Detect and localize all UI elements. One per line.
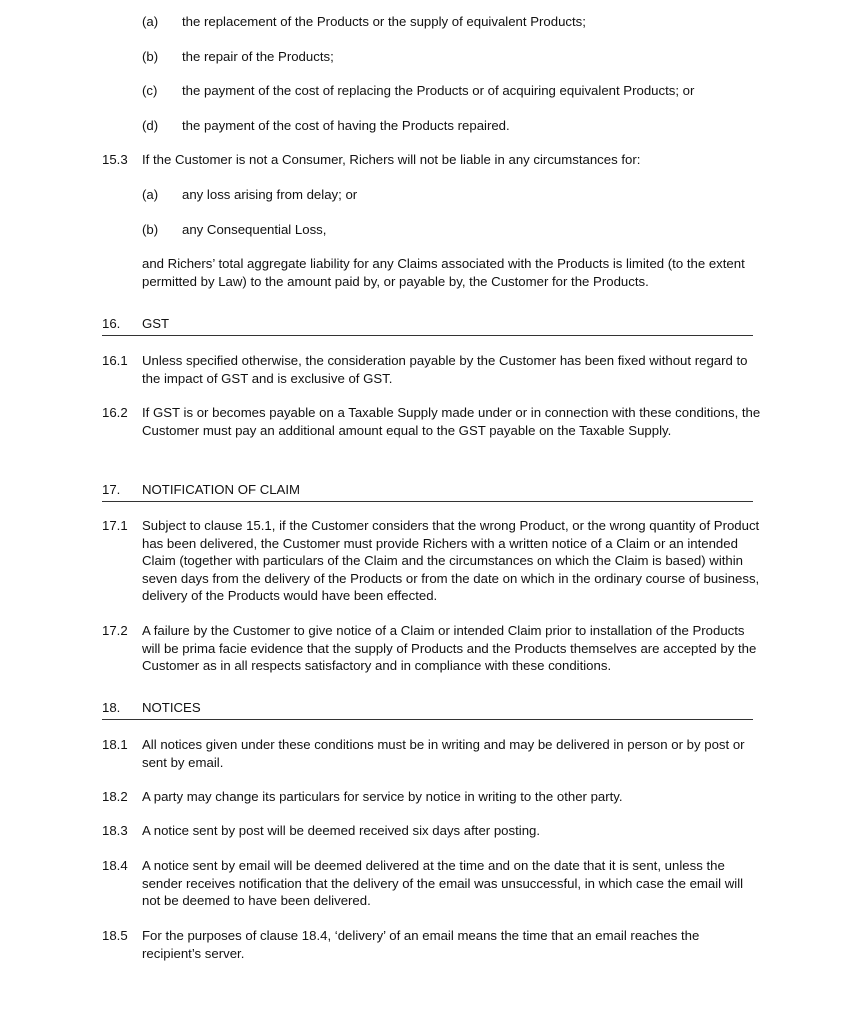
clause-text: A notice sent by post will be deemed received six days after posting. bbox=[142, 823, 541, 838]
item-text: any loss arising from delay; or bbox=[182, 187, 358, 202]
clause-15-3 bbox=[102, 151, 762, 169]
clause-number: 17.2 bbox=[102, 623, 128, 638]
section-number: 16. bbox=[102, 316, 121, 331]
item-label: (c) bbox=[142, 83, 158, 98]
clause-18-5 bbox=[102, 927, 762, 962]
clause-text: If the Customer is not a Consumer, Richers will not be liable in any circumstances for: bbox=[142, 152, 641, 167]
clause-16-2 bbox=[102, 404, 762, 439]
clause-18-2 bbox=[102, 788, 762, 806]
clause-number: 15.3 bbox=[102, 152, 128, 167]
list-item bbox=[142, 117, 762, 135]
clause-number: 18.3 bbox=[102, 823, 128, 838]
item-text: the payment of the cost of replacing the Products or of acquiring equivalent Products; or bbox=[182, 83, 695, 98]
clause-text: A party may change its particulars for service by notice in writing to the other party. bbox=[142, 789, 623, 804]
clause-16-1 bbox=[102, 352, 762, 387]
item-text: any Consequential Loss, bbox=[182, 222, 327, 237]
item-label: (b) bbox=[142, 222, 159, 237]
section-title: NOTICES bbox=[142, 700, 201, 715]
list-item bbox=[142, 186, 762, 204]
item-label: (b) bbox=[142, 49, 159, 64]
section-title: GST bbox=[142, 316, 170, 331]
item-label: (a) bbox=[142, 187, 159, 202]
clause-number: 16.2 bbox=[102, 405, 128, 420]
section-number: 17. bbox=[102, 482, 121, 497]
clause-number: 18.4 bbox=[102, 858, 128, 873]
item-text: the payment of the cost of having the Products repaired. bbox=[182, 118, 510, 133]
clause-text: A failure by the Customer to give notice of a Claim or intended Claim prior to installation of the Products will be prima facie evidence that the supply of Products and the Products themselves are accepted by the Customer as in all respects satisfactory and in compliance with these conditions. bbox=[142, 623, 757, 674]
item-label: (a) bbox=[142, 14, 159, 29]
clause-number: 18.5 bbox=[102, 928, 128, 943]
section-title: NOTIFICATION OF CLAIM bbox=[142, 482, 301, 497]
clause-18-4 bbox=[102, 857, 762, 910]
list-item bbox=[142, 82, 762, 100]
clause-number: 18.2 bbox=[102, 789, 128, 804]
clause-number: 18.1 bbox=[102, 737, 128, 752]
clause-text: If GST is or becomes payable on a Taxable Supply made under or in connection with these conditions, the Customer must pay an additional amount equal to the GST payable on the Taxable Supply. bbox=[142, 405, 761, 438]
item-label: (d) bbox=[142, 118, 159, 133]
section-heading bbox=[102, 699, 753, 720]
clause-text: Subject to clause 15.1, if the Customer considers that the wrong Product, or the wrong quantity of Product has been delivered, the Customer must provide Richers with a written notice of a Claim or an intended Claim (together with particulars of the Claim and the circumstances on which the Claim is based) within seven days from the delivery of the Products or from the date on which in the ordinary course of business, delivery of the Products would have been effected. bbox=[142, 518, 760, 604]
clause-number: 16.1 bbox=[102, 353, 128, 368]
clause-17-2 bbox=[102, 622, 762, 675]
clause-17-1 bbox=[102, 517, 762, 605]
clause-18-3 bbox=[102, 822, 762, 840]
liability-paragraph: and Richers’ total aggregate liability for any Claims associated with the Products is limited (to the extent permitted by Law) to the amount paid by, or payable by, the Customer for the Products. bbox=[142, 256, 745, 289]
clause-18-1 bbox=[102, 736, 762, 771]
list-item bbox=[142, 13, 762, 31]
clause-text: A notice sent by email will be deemed delivered at the time and on the date that it is sent, unless the sender receives notification that the delivery of the email was unsuccessful, in which case the email will not be deemed to have been delivered. bbox=[142, 858, 744, 909]
section-number: 18. bbox=[102, 700, 121, 715]
item-text: the replacement of the Products or the supply of equivalent Products; bbox=[182, 14, 586, 29]
list-item bbox=[142, 48, 762, 66]
clause-number: 17.1 bbox=[102, 518, 128, 533]
clause-text: For the purposes of clause 18.4, ‘delivery’ of an email means the time that an email reaches the recipient’s server. bbox=[142, 928, 700, 961]
clause-text: Unless specified otherwise, the consideration payable by the Customer has been fixed without regard to the impact of GST and is exclusive of GST. bbox=[142, 353, 748, 386]
section-heading bbox=[102, 481, 753, 502]
item-text: the repair of the Products; bbox=[182, 49, 334, 64]
clause-text: All notices given under these conditions must be in writing and may be delivered in person or by post or sent by email. bbox=[142, 737, 745, 770]
list-item bbox=[142, 221, 762, 239]
section-heading bbox=[102, 315, 753, 336]
